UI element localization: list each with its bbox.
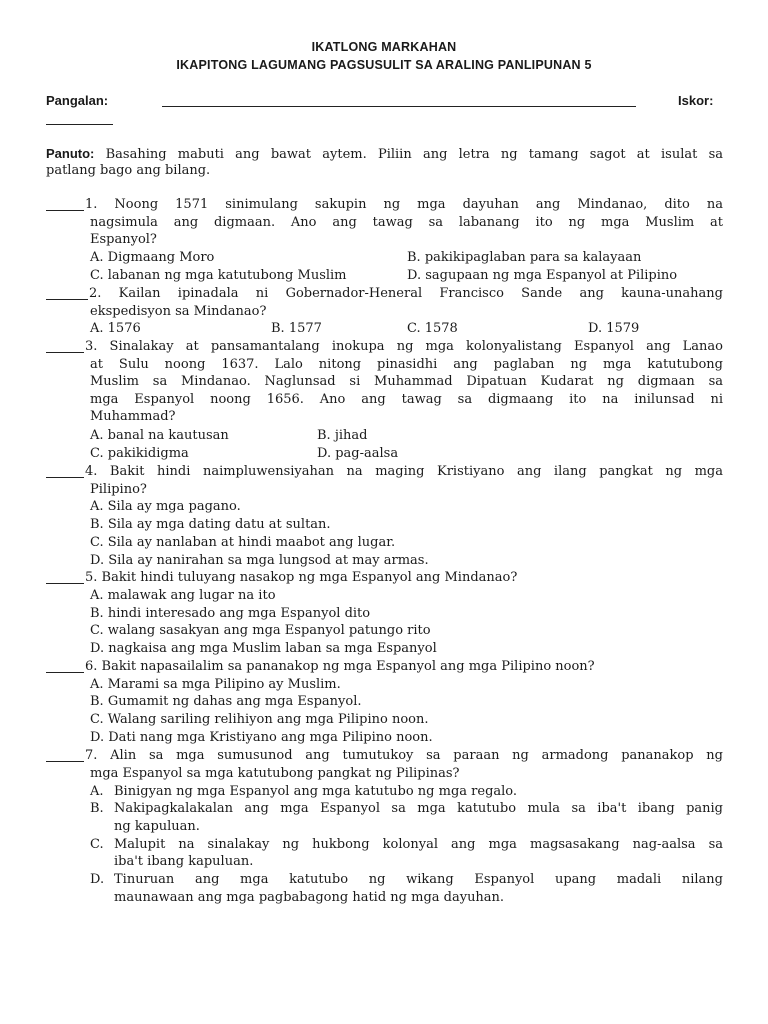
option-b[interactable]: Nakipagkalakalan ang mga Espanyol sa mga katutubo mula sa iba't ibang panig [114, 801, 723, 816]
option-d[interactable]: D. Dati nang mga Kristiyano ang mga Pilipino noon. [90, 730, 433, 745]
question-text: 1. Noong 1571 sinimulang sakupin ng mga dayuhan ang Mindanao, dito na [85, 197, 723, 212]
question-text: 5. Bakit hindi tuluyang nasakop ng mga Espanyol ang Mindanao? [85, 570, 518, 585]
option-b[interactable]: B. 1577 [271, 321, 322, 336]
answer-blank[interactable] [46, 352, 84, 353]
option-d[interactable]: D. sagupaan ng mga Espanyol at Pilipino [407, 268, 678, 283]
question-text: Muhammad? [90, 409, 176, 424]
score-label: Iskor: [678, 93, 714, 108]
option-c[interactable]: C. pakikidigma [90, 446, 189, 461]
option-b[interactable]: B. Sila ay mga dating datu at sultan. [90, 517, 331, 532]
question-text: nagsimula ang digmaan. Ano ang tawag sa labanang ito ng mga Muslim at [90, 215, 723, 230]
instructions-label: Panuto: [46, 146, 95, 161]
question-text: Muslim sa Mindanao. Naglunsad si Muhammad Dipatuan Kudarat ng digmaan sa [90, 374, 723, 389]
option-a[interactable]: A. Sila ay mga pagano. [90, 499, 241, 514]
option-b-letter: B. [90, 801, 104, 816]
option-d[interactable]: D. Sila ay nanirahan sa mga lungsod at may armas. [90, 553, 429, 568]
question-text: ekspedisyon sa Mindanao? [90, 304, 267, 319]
option-b[interactable]: B. jihad [317, 428, 368, 443]
question-text: 4. Bakit hindi naimpluwensiyahan na maging Kristiyano ang ilang pangkat ng mga [85, 464, 723, 479]
instructions-line-2: patlang bago ang bilang. [46, 163, 211, 178]
answer-blank[interactable] [46, 477, 84, 478]
option-a-letter: A. [90, 784, 104, 799]
answer-blank[interactable] [46, 583, 84, 584]
option-c[interactable]: Malupit na sinalakay ng hukbong kolonyal ang mga magsasakang nag-aalsa sa [114, 837, 723, 852]
option-b[interactable]: B. hindi interesado ang mga Espanyol dito [90, 606, 371, 621]
option-c-letter: C. [90, 837, 104, 852]
question-text: mga Espanyol noong 1656. Ano ang tawag sa digmaang ito na inilunsad ni [90, 392, 723, 407]
option-a[interactable]: A. 1576 [90, 321, 141, 336]
question-text: 2. Kailan ipinadala ni Gobernador-Heneral Francisco Sande ang kauna-unahang [89, 286, 723, 301]
option-c[interactable]: C. Walang sariling relihiyon ang mga Pilipino noon. [90, 712, 429, 727]
option-b-continued[interactable]: ng kapuluan. [114, 819, 200, 834]
question-text: mga Espanyol sa mga katutubong pangkat ng Pilipinas? [90, 766, 460, 781]
option-a[interactable]: A. malawak ang lugar na ito [90, 588, 276, 603]
option-b[interactable]: B. Gumamit ng dahas ang mga Espanyol. [90, 694, 362, 709]
option-a[interactable]: A. Digmaang Moro [90, 250, 215, 265]
name-label: Pangalan: [46, 93, 109, 108]
question-text: 6. Bakit napasailalim sa pananakop ng mga Espanyol ang mga Pilipino noon? [85, 659, 595, 674]
question-text: 7. Alin sa mga sumusunod ang tumutukoy sa paraan ng armadong pananakop ng [85, 748, 723, 763]
instructions-line-1: Panuto: Basahing mabuti ang bawat aytem. Piliin ang letra ng tamang sagot at isulat sa [46, 146, 723, 162]
question-text: Espanyol? [90, 232, 157, 247]
answer-blank[interactable] [46, 210, 84, 211]
option-a[interactable]: Binigyan ng mga Espanyol ang mga katutubo ng mga regalo. [114, 784, 518, 799]
question-text: 3. Sinalakay at pansamantalang inokupa ng mga kolonyalistang Espanyol ang Lanao [85, 339, 723, 354]
option-d[interactable]: Tinuruan ang mga katutubo ng wikang Espanyol upang madali nilang [114, 872, 723, 887]
answer-blank[interactable] [46, 761, 84, 762]
answer-blank[interactable] [46, 672, 84, 673]
option-b[interactable]: B. pakikipaglaban para sa kalayaan [407, 250, 642, 265]
option-d[interactable]: D. 1579 [588, 321, 640, 336]
answer-blank[interactable] [46, 299, 88, 300]
score-blank[interactable] [46, 124, 113, 125]
option-c[interactable]: C. labanan ng mga katutubong Muslim [90, 268, 347, 283]
option-d-continued[interactable]: maunawaan ang mga pagbabagong hatid ng mga dayuhan. [114, 890, 505, 905]
quarter-heading: IKATLONG MARKAHAN [311, 40, 457, 54]
name-blank[interactable] [162, 106, 636, 107]
question-text: at Sulu noong 1637. Lalo nitong pinasidhi ang paglaban ng mga katutubong [90, 357, 723, 372]
quiz-title: IKAPITONG LAGUMANG PAGSUSULIT SA ARALING PANLIPUNAN 5 [176, 58, 592, 72]
option-c-continued[interactable]: iba't ibang kapuluan. [114, 854, 254, 869]
option-a[interactable]: A. banal na kautusan [90, 428, 229, 443]
option-d-letter: D. [90, 872, 105, 887]
option-c[interactable]: C. 1578 [407, 321, 458, 336]
question-text: Pilipino? [90, 482, 147, 497]
option-d[interactable]: D. pag-aalsa [317, 446, 399, 461]
option-a[interactable]: A. Marami sa mga Pilipino ay Muslim. [90, 677, 341, 692]
option-d[interactable]: D. nagkaisa ang mga Muslim laban sa mga Espanyol [90, 641, 437, 656]
option-c[interactable]: C. walang sasakyan ang mga Espanyol patungo rito [90, 623, 431, 638]
option-c[interactable]: C. Sila ay nanlaban at hindi maabot ang lugar. [90, 535, 396, 550]
